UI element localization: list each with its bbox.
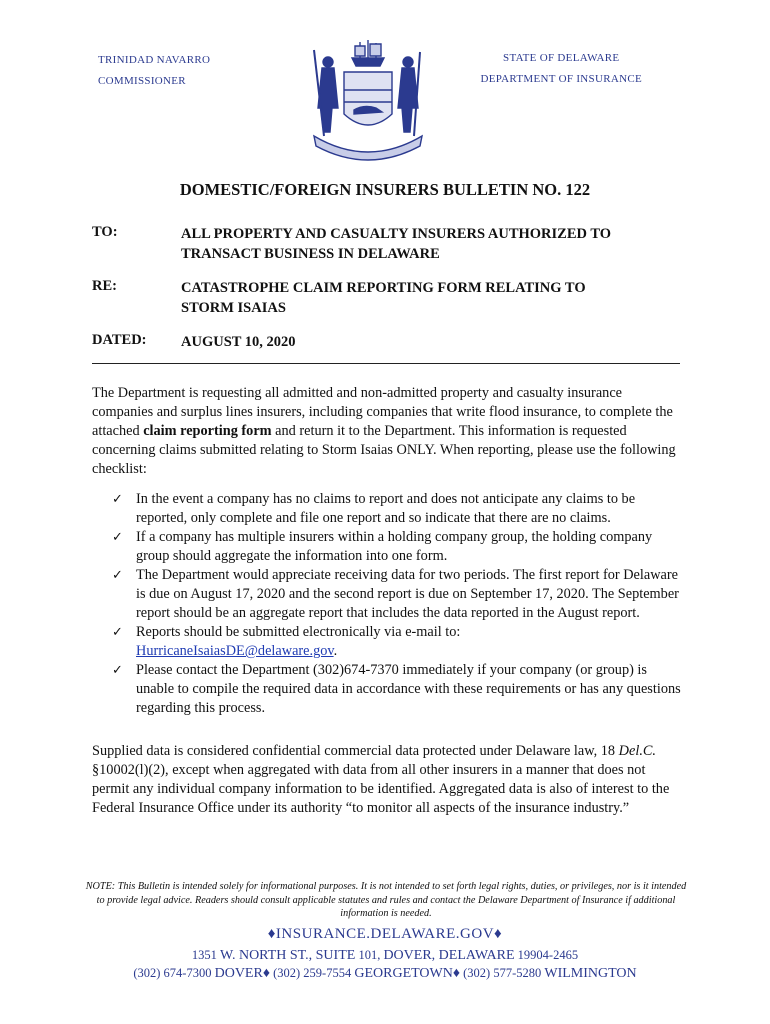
phone-georgetown: (302) 259-7554 (273, 966, 352, 980)
checklist-item-3-text: The Department would appreciate receiving data for two periods. The first report for Delaware is due on August 17, 2020 and the second report is due on September 17, 2020. The September report should be an aggregate report that includes the data reported in the August report. (136, 567, 679, 621)
address-zip: 19904-2465 (517, 948, 579, 962)
checklist-item-1-text: In the event a company has no claims to report and does not anticipate any claims to be reported, only complete and file one report and so indicate that there are no claims. (136, 491, 636, 526)
address-city: DOVER, DELAWARE (383, 948, 515, 963)
address-street: W. NORTH ST., SUITE (220, 948, 356, 963)
intro-text-2: and return it to the Department. This information is requested concerning claims submitted relating to Storm Isaias ONLY. When reporting, please use the following checklist: (92, 423, 676, 477)
memo-dated (92, 332, 682, 352)
list-item (112, 566, 682, 623)
address-line (0, 948, 770, 964)
check-mark-icon: ✓ (112, 530, 123, 545)
address-number: 1351 (191, 948, 217, 962)
department-block (481, 52, 643, 94)
list-item (112, 528, 682, 566)
city-georgetown: GEORGETOWN♦ (354, 966, 460, 981)
check-mark-icon: ✓ (112, 663, 123, 678)
checklist-item-2-text: If a company has multiple insurers within a holding company group, the holding company group should aggregate the information into one form. (136, 529, 653, 564)
address-suite: 101, (358, 948, 381, 962)
check-mark-icon: ✓ (112, 568, 123, 583)
phone-dover: (302) 674-7300 (133, 966, 212, 980)
commissioner-title: COMMISSIONER (98, 75, 186, 87)
re-line-1: CATASTROPHE CLAIM REPORTING FORM RELATING TO (181, 280, 586, 296)
email-link[interactable]: HurricaneIsaiasDE@delaware.gov (136, 643, 334, 659)
closing-text-2: §10002(l)(2), except when aggregated with data from all other insurers in a manner that does not permit any individual company information to be identified. Aggregated data is also of interest to the Federal Insurance Office under its authority “to monitor all aspects of the insurance industry.” (92, 762, 670, 816)
department-name: DEPARTMENT OF INSURANCE (480, 73, 642, 85)
check-mark-icon: ✓ (112, 625, 123, 640)
to-label: TO: (92, 224, 118, 240)
city-dover: DOVER♦ (214, 966, 270, 981)
list-item (112, 623, 682, 661)
checklist-item-4-period: . (333, 643, 338, 659)
disclaimer-note: NOTE: This Bulletin is intended solely for informational purposes. It is not intended to set forth legal rights, duties, or privileges, nor is it intended to provide legal advice. Readers should consult applicable statutes and rules and contact the Delaware Department of Insurance if additional information is needed. (85, 881, 687, 919)
to-line-2: TRANSACT BUSINESS IN DELAWARE (181, 246, 440, 262)
bulletin-title: DOMESTIC/FOREIGN INSURERS BULLETIN NO. 122 (179, 180, 591, 199)
closing-italic-text: Del.C. (618, 743, 656, 759)
intro-text-1: The Department is requesting all admitted and non-admitted property and casualty insurance companies and surplus lines insurers, including companies that write flood insurance, to complete the attached (92, 385, 673, 439)
closing-paragraph (92, 742, 682, 818)
closing-text-1: Supplied data is considered confidential commercial data protected under Delaware law, 18 (92, 743, 619, 759)
checklist-item-4-text: Reports should be submitted electronically via e-mail to: (136, 624, 461, 640)
dated-label: DATED: (92, 332, 147, 348)
memo-re (92, 278, 682, 318)
intro-bold-text: claim reporting form (143, 423, 272, 439)
phone-line (0, 966, 770, 982)
list-item (112, 661, 682, 718)
intro-paragraph (92, 384, 682, 479)
phone-wilmington: (302) 577-5280 (463, 966, 542, 980)
check-mark-icon: ✓ (112, 492, 123, 507)
separator-line (92, 363, 680, 364)
commissioner-name: TRINIDAD NAVARRO (98, 54, 211, 66)
commissioner-block (98, 54, 210, 96)
city-wilmington: WILMINGTON (544, 966, 637, 981)
memo-to (92, 224, 682, 264)
re-label: RE: (92, 278, 117, 294)
delaware-state-seal-icon (304, 40, 432, 166)
checklist-item-5-text: Please contact the Department (302)674-7370 immediately if your company (or group) is unable to compile the required data in accordance with these requirements or has any questions regarding this process. (136, 662, 681, 716)
checklist (112, 490, 682, 718)
to-line-1: ALL PROPERTY AND CASUALTY INSURERS AUTHORIZED TO (181, 226, 612, 242)
list-item (112, 490, 682, 528)
re-line-2: STORM ISAIAS (181, 300, 286, 316)
dated-value: AUGUST 10, 2020 (181, 334, 296, 350)
website-link[interactable]: ♦INSURANCE.DELAWARE.GOV♦ (267, 926, 503, 942)
state-name: STATE OF DELAWARE (503, 52, 620, 64)
